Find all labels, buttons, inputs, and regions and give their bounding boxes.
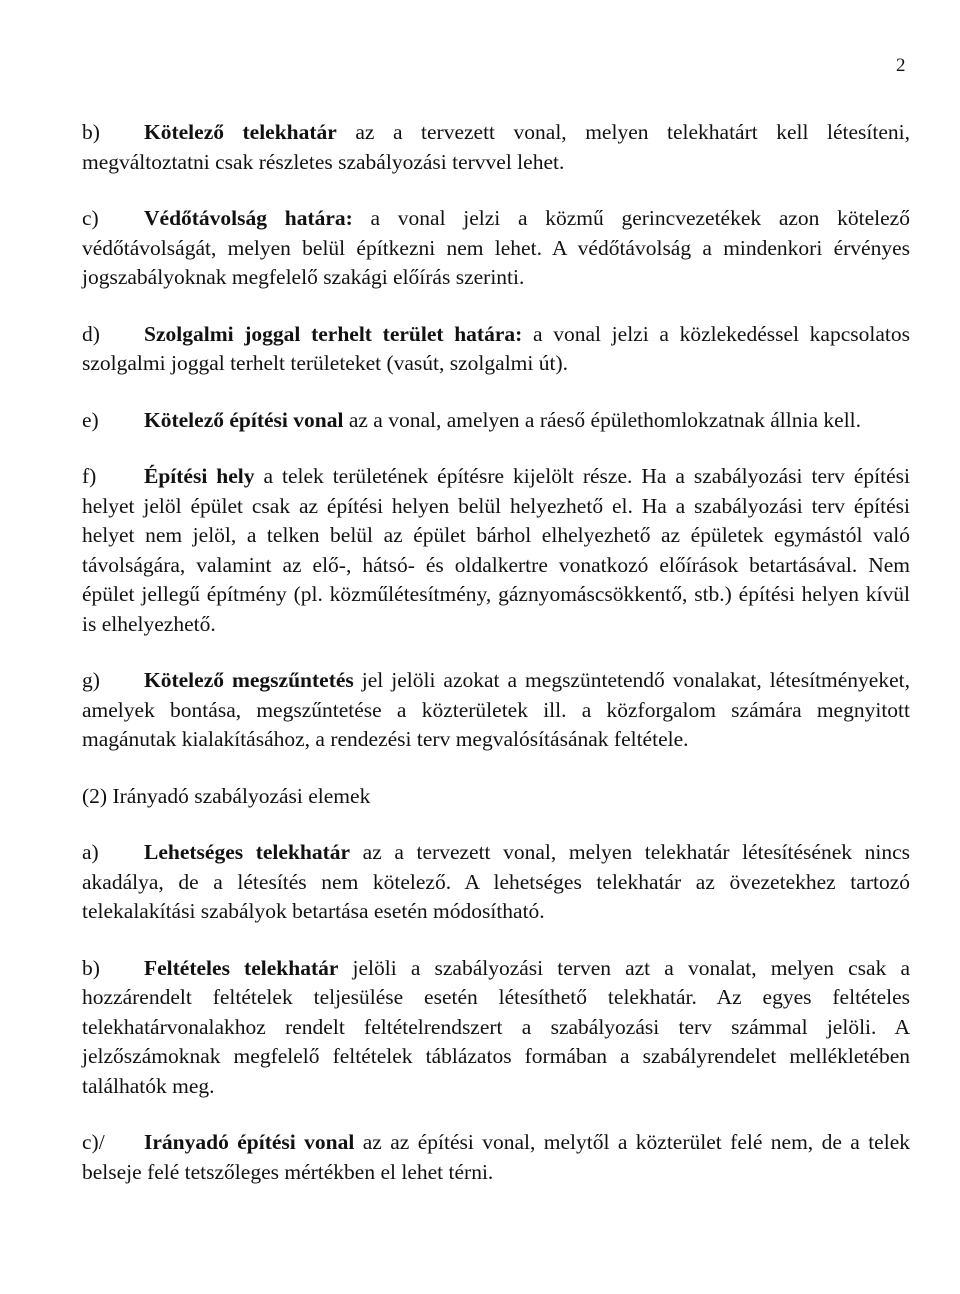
item-term: Feltételes telekhatár [144,955,339,980]
document-body [82,118,910,1214]
list-item [82,954,910,1102]
item-term: Lehetséges telekhatár [144,840,351,864]
item-marker: c) [82,206,99,230]
item-marker: b) [82,120,100,144]
item-marker: e) [82,407,99,432]
item-term: Irányadó építési vonal [144,1130,355,1154]
item-text: az a tervezett vonal, melyen telekhatárt kell létesíteni, megváltoztatni csak részletes szabályozási tervvel lehet. [82,120,910,174]
section-heading: (2) Irányadó szabályozási elemek [82,783,371,808]
item-text: a telek területének építésre kijelölt része. Ha a szabályozási terv építési helyet jelöl épület csak az építési helyen belül helyezhető el. Ha a szabályozási terv építési helyet nem jelöl, a telken belül az épület bárhol elhelyezhető az épületek egymástól való távolságára, valamint az elő-, hátsó- és oldalkertre vonatkozó előírások betartásával. Nem épület jellegű építmény (pl. közműlétesítmény, gáznyomáscsökkentő, stb.) építési helyen kívül is elhelyezhető. [82,464,910,636]
item-term: Építési hely [144,464,255,488]
list-item [82,666,910,755]
item-term: Védőtávolság határa: [144,206,353,230]
list-item [82,320,910,379]
item-marker: g) [82,668,100,692]
list-item [82,204,910,293]
item-marker: d) [82,321,100,346]
item-text: az az építési vonal, melytől a közterület felé nem, de a telek belseje felé tetszőleges mértékben el lehet térni. [82,1130,910,1184]
item-text: az a tervezett vonal, melyen telekhatár létesítésének nincs akadálya, de a létesítés nem kötelező. A lehetséges telekhatár az övezetekhez tartozó telekalakítási szabályok betartása esetén módosítható. [82,840,910,923]
item-text: az a vonal, amelyen a ráeső épülethomlokzatnak állnia kell. [343,407,862,432]
item-marker: f) [82,464,97,488]
item-marker: b) [82,955,100,980]
page-number: 2 [896,55,906,76]
item-text: a vonal jelzi a közmű gerincvezetékek azon kötelező védőtávolságát, melyen belül építkezni nem lehet. A védőtávolság a mindenkori érvényes jogszabályoknak megfelelő szakági előírás szerinti. [82,206,910,289]
list-item [82,118,910,177]
item-term: Kötelező megszűntetés [144,668,354,692]
list-item [82,462,910,639]
item-term: Kötelező telekhatár [144,120,337,144]
list-item [82,1128,910,1187]
item-term: Kötelező építési vonal [144,407,344,432]
item-text: a vonal jelzi a közlekedéssel kapcsolatos szolgalmi joggal terhelt területeket (vasút, szolgalmi út). [82,321,910,375]
item-marker: a) [82,840,99,864]
item-marker: c)/ [82,1130,105,1154]
list-item [82,406,910,436]
list-item [82,838,910,927]
item-text: jel jelöli azokat a megszüntetendő vonalakat, létesítményeket, amelyek bontása, megszűntetése a közterületek ill. a közforgalom számára megnyitott magánutak kialakításához, a rendezési terv megvalósításának feltétele. [82,668,910,751]
item-term: Szolgalmi joggal terhelt terület határa: [144,321,523,346]
item-text: jelöli a szabályozási terven azt a vonalat, melyen csak a hozzárendelt feltételek teljesülése esetén létesíthető telekhatár. Az egyes feltételes telekhatárvonalakhoz rendelt feltételrendszert a szabályozási terv számmal jelöli. A jelzőszámoknak megfelelő feltételek táblázatos formában a szabályrendelet mellékletében találhatók meg. [82,955,910,1098]
